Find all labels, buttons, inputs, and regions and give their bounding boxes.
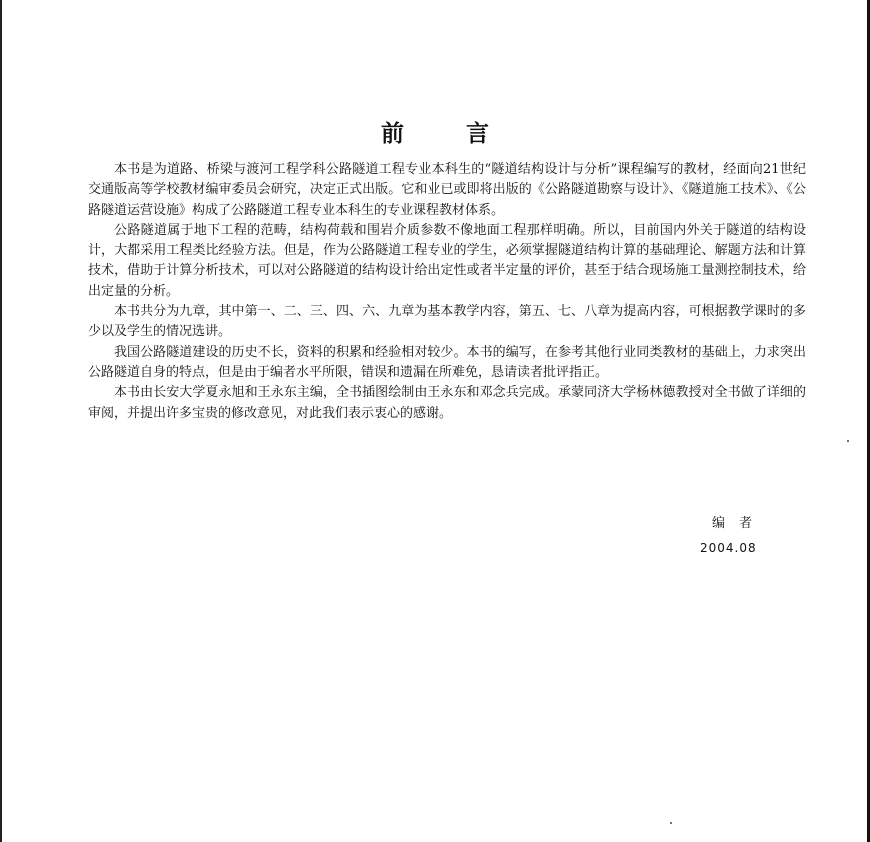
author-signature: 编者 [712, 516, 767, 531]
paragraph: 本书由长安大学夏永旭和王永东主编，全书插图绘制由王永东和邓念兵完成。承蒙同济大学杨林德教授对全书做了详细的审阅，并提出许多宝贵的修改意见，对此我们表示衷心的感谢。 [88, 385, 806, 421]
preface-body [88, 160, 806, 424]
signature-date: 2004.08 [700, 541, 757, 555]
paragraph: 本书共分为九章，其中第一、二、三、四、六、九章为基本教学内容，第五、七、八章为提高内容，可根据教学课时的多少以及学生的情况选讲。 [88, 304, 806, 340]
scan-speck [670, 822, 672, 824]
scan-speck [847, 440, 849, 442]
paragraph: 本书是为道路、桥梁与渡河工程学科公路隧道工程专业本科生的“隧道结构设计与分析”课程编写的教材，经面向21世纪交通版高等学校教材编审委员会研究，决定正式出版。它和业已或即将出版的《公路隧道勘察与设计》、《隧道施工技术》、《公路隧道运营设施》构成了公路隧道工程专业本科生的专业课程教材体系。 [88, 162, 806, 218]
paragraph: 我国公路隧道建设的历史不长，资料的积累和经验相对较少。本书的编写，在参考其他行业同类教材的基础上，力求突出公路隧道自身的特点，但是由于编者水平所限，错误和遗漏在所难免，恳请读者批评指正。 [88, 344, 806, 380]
paragraph: 公路隧道属于地下工程的范畴，结构荷载和围岩介质参数不像地面工程那样明确。所以，目前国内外关于隧道的结构设计，大都采用工程类比经验方法。但是，作为公路隧道工程专业的学生，必须掌握隧道结构计算的基础理论、解题方法和计算技术，借助于计算分析技术，可以对公路隧道的结构设计给出定性或者半定量的评价，甚至于结合现场施工量测控制技术，给出定量的分析。 [88, 222, 806, 299]
page-title: 前言 [381, 120, 551, 147]
signature-block [700, 514, 780, 558]
